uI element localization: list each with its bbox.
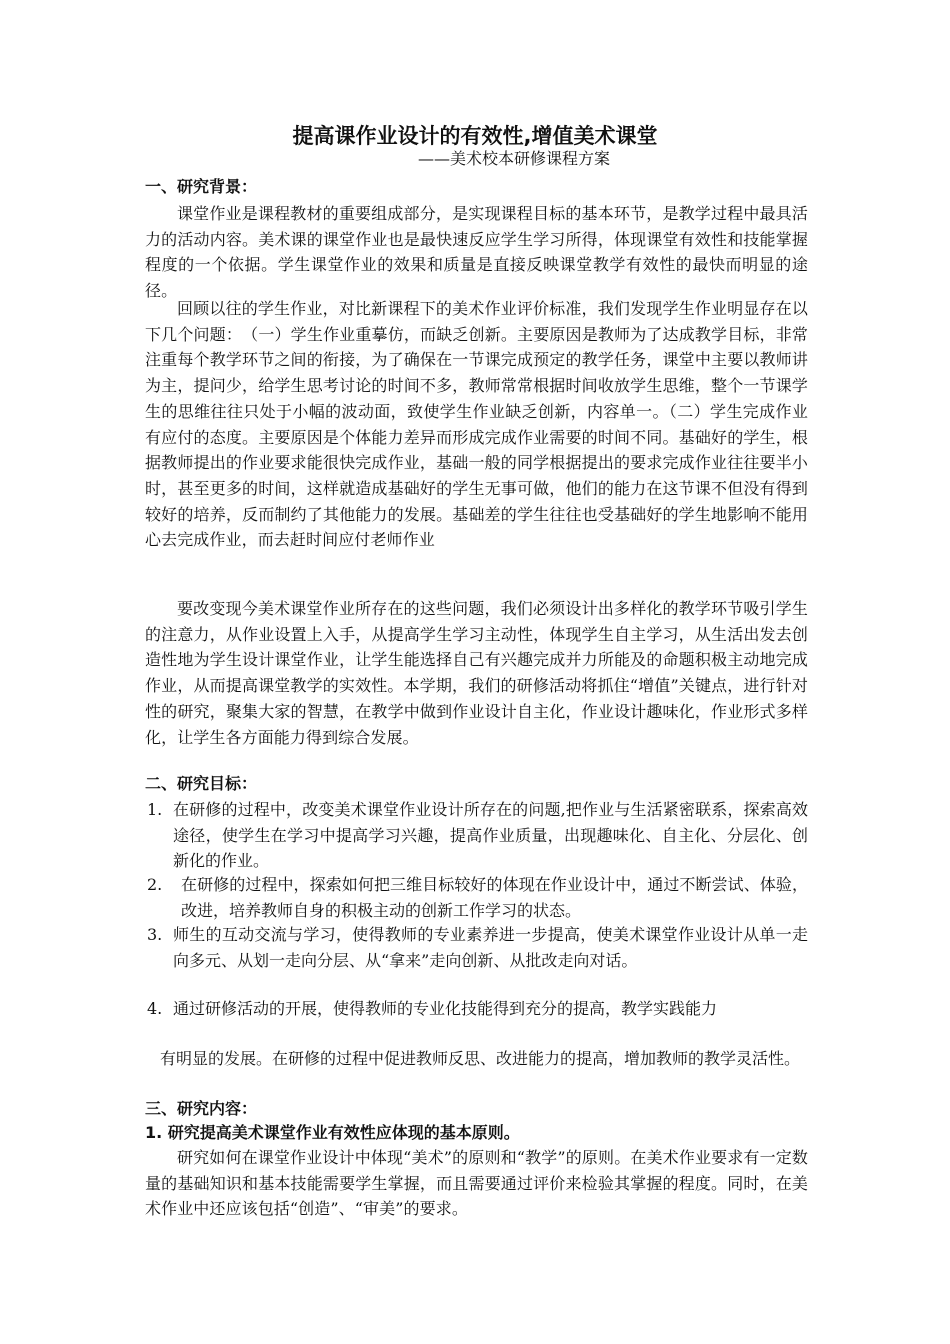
goal-item [145,797,808,874]
goal-continuation [160,1046,808,1072]
paragraph-content-1: 研究如何在课堂作业设计中体现“美术”的原则和“教学”的原则。在美术作业要求有一定数量的基础知识和基本技能需要学生掌握，而且需要通过评价来检验其掌握的程度。同时，在美术作业中还应该包括“创造”、“审美”的要求。 [145,1148,808,1219]
goal-item [145,922,808,973]
goal-continuation-text: 有明显的发展。在研修的过程中促进教师反思、改进能力的提高，增加教师的教学灵活性。 [160,1049,801,1068]
goal-number: 3. [147,925,163,944]
content-subheading-1: 1. 研究提高美术课堂作业有效性应体现的基本原则。 [145,1123,520,1142]
document-title: 提高课作业设计的有效性,增值美术课堂 [292,124,658,148]
goal-number: 4. [147,999,163,1018]
document-subtitle: ——美术校本研修课程方案 [418,149,611,168]
section-heading-background: 一、研究背景： [145,177,258,196]
goal-number: 1. [147,800,163,819]
paragraph-background-3: 要改变现今美术课堂作业所存在的这些问题，我们必须设计出多样化的教学环节吸引学生的注意力，从作业设置上入手，从提高学生学习主动性，体现学生自主学习，从生活出发去创造性地为学生设计课堂作业，让学生能选择自己有兴趣完成并力所能及的命题积极主动地完成作业，从而提高课堂教学的实效性。本学期，我们的研修活动将抓住“增值”关键点，进行针对性的研究，聚集大家的智慧，在教学中做到作业设计自主化，作业设计趣味化，作业形式多样化，让学生各方面能力得到综合发展。 [145,599,808,747]
goal-text: 在研修的过程中，探索如何把三维目标较好的体现在作业设计中，通过不断尝试、体验，改进，培养教师自身的积极主动的创新工作学习的状态。 [181,875,808,920]
goal-text: 师生的互动交流与学习，使得教师的专业素养进一步提高，使美术课堂作业设计从单一走向多元、从划一走向分层、从“拿来”走向创新、从批改走向对话。 [173,925,808,970]
paragraph-background-2: 回顾以往的学生作业，对比新课程下的美术作业评价标准，我们发现学生作业明显存在以下几个问题： （一）学生作业重摹仿，而缺乏创新。主要原因是教师为了达成教学目标，非常注重每个教学环节之间的衔接，为了确保在一节课完成预定的教学任务，课堂中主要以教师讲为主，提问少，给学生思考讨论的时间不多，教师常常根据时间收放学生思维，整个一节课学生的思维往往只处于小幅的波动面，致使学生作业缺乏创新，内容单一。（二）学生完成作业有应付的态度。主要原因是个体能力差异而形成完成作业需要的时间不同。基础好的学生，根据教师提出的作业要求能很快完成作业，基础一般的同学根据提出的要求完成作业往往要半小时，甚至更多的时间，这样就造成基础好的学生无事可做，他们的能力在这节课不但没有得到较好的培养，反而制约了其他能力的发展。基础差的学生往往也受基础好的学生地影响不能用心去完成作业，而去赶时间应付老师作业 [145,299,808,550]
section-heading-content: 三、研究内容： [145,1099,258,1118]
goal-item [145,996,808,1022]
goal-number: 2. [147,875,163,894]
section-heading-goals: 二、研究目标： [145,774,258,793]
goal-text: 在研修的过程中，改变美术课堂作业设计所存在的问题,把作业与生活紧密联系，探索高效途径，使学生在学习中提高学习兴趣，提高作业质量，出现趣味化、自主化、分层化、创新化的作业。 [173,800,808,871]
paragraph-background-1: 课堂作业是课程教材的重要组成部分，是实现课程目标的基本环节，是教学过程中最具活力的活动内容。美术课的课堂作业也是最快速反应学生学习所得，体现课堂有效性和技能掌握程度的一个依据。学生课堂作业的效果和质量是直接反映课堂教学有效性的最快而明显的途径。 [145,204,808,301]
goal-text: 通过研修活动的开展，使得教师的专业化技能得到充分的提高，教学实践能力 [173,999,718,1018]
goal-item [145,872,808,923]
